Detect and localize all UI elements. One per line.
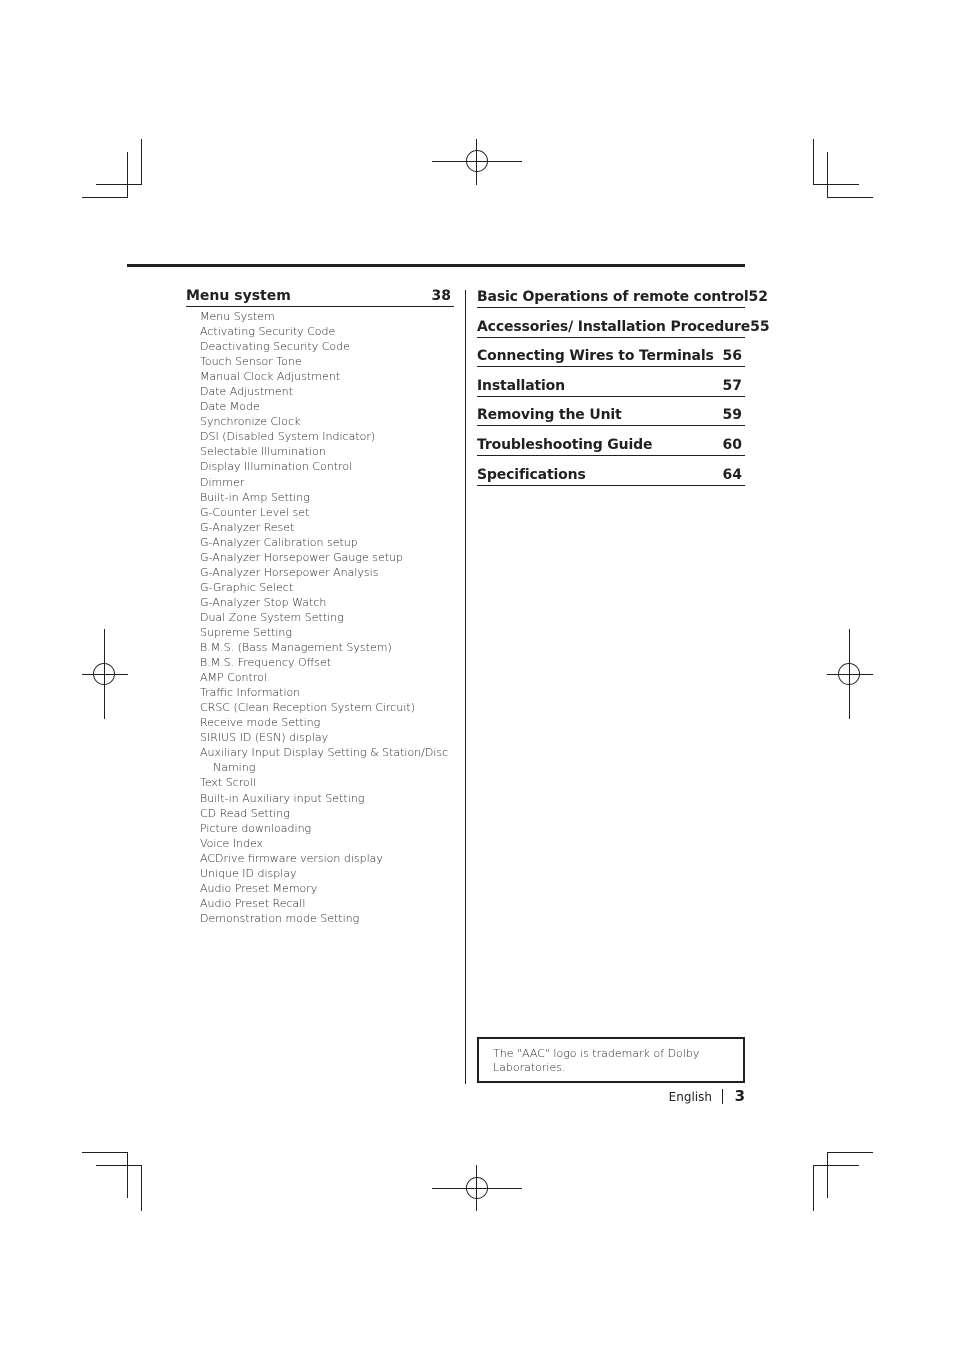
menu-item[interactable]: SIRIUS ID (ESN) display xyxy=(200,731,329,745)
menu-item[interactable]: G-Analyzer Stop Watch xyxy=(200,595,327,609)
menu-system-heading[interactable] xyxy=(186,287,454,307)
toc-entry[interactable] xyxy=(477,287,769,308)
menu-item[interactable]: B.M.S. Frequency Offset xyxy=(200,656,332,670)
menu-item[interactable]: Supreme Setting xyxy=(200,625,292,639)
footer-language: English xyxy=(668,1090,712,1104)
toc-entry-title: Basic Operations of remote control xyxy=(477,289,749,305)
menu-item[interactable]: Text Scroll xyxy=(200,776,256,790)
toc-entry-page: 56 xyxy=(722,348,742,365)
toc-entry[interactable] xyxy=(477,405,745,426)
menu-item[interactable]: Traffic Information xyxy=(200,686,301,700)
column-divider xyxy=(465,290,466,1084)
toc-entry[interactable] xyxy=(477,465,745,486)
menu-item[interactable]: Picture downloading xyxy=(200,821,312,835)
menu-item[interactable]: Auxiliary Input Display Setting & Station/Disc Naming xyxy=(200,746,449,775)
menu-item[interactable]: Display Illumination Control xyxy=(200,460,353,474)
menu-item[interactable]: G-Analyzer Horsepower Gauge setup xyxy=(200,550,404,564)
menu-item[interactable]: AMP Control xyxy=(200,671,267,685)
menu-item[interactable]: G-Analyzer Reset xyxy=(200,520,295,534)
footer-separator xyxy=(722,1089,723,1104)
menu-item[interactable]: Audio Preset Recall xyxy=(200,896,306,910)
page-number: 3 xyxy=(734,1087,745,1105)
toc-entry-title: Connecting Wires to Terminals xyxy=(477,348,714,365)
menu-item[interactable]: Activating Security Code xyxy=(200,325,336,339)
menu-item[interactable]: Synchronize Clock xyxy=(200,415,301,429)
toc-entry-title: Installation xyxy=(477,377,565,394)
toc-entry[interactable] xyxy=(477,435,745,456)
menu-system-title: Menu system xyxy=(186,288,291,304)
menu-item[interactable]: G-Graphic Select xyxy=(200,580,294,594)
menu-system-page: 38 xyxy=(431,288,451,304)
toc-entry-page: 57 xyxy=(722,377,742,394)
menu-item[interactable]: Selectable Illumination xyxy=(200,445,326,459)
toc-entry-title: Troubleshooting Guide xyxy=(477,436,653,453)
menu-item[interactable]: G-Analyzer Calibration setup xyxy=(200,535,358,549)
menu-item[interactable]: Dual Zone System Setting xyxy=(200,610,344,624)
menu-item[interactable]: Built-in Auxiliary input Setting xyxy=(200,791,365,805)
menu-item[interactable]: Deactivating Security Code xyxy=(200,340,350,354)
toc-entry-page: 52 xyxy=(748,289,769,305)
toc-entry[interactable] xyxy=(477,317,770,338)
menu-item[interactable]: Manual Clock Adjustment xyxy=(200,370,341,384)
toc-entry-title: Specifications xyxy=(477,466,586,483)
menu-item[interactable]: Dimmer xyxy=(200,475,245,489)
menu-item[interactable]: Receive mode Setting xyxy=(200,716,321,730)
toc-entry-page: 55 xyxy=(750,318,770,335)
toc-entry-title: Accessories/ Installation Procedure xyxy=(477,318,751,335)
trademark-note xyxy=(477,1037,745,1083)
toc-entry-title: Removing the Unit xyxy=(477,407,622,424)
menu-item[interactable]: ACDrive firmware version display xyxy=(200,851,383,865)
menu-item[interactable]: G-Counter Level set xyxy=(200,505,310,519)
menu-item[interactable]: Date Adjustment xyxy=(200,385,293,399)
toc-entry[interactable] xyxy=(477,346,745,367)
menu-item[interactable]: B.M.S. (Bass Management System) xyxy=(200,641,392,655)
menu-item[interactable]: Unique ID display xyxy=(200,866,297,880)
menu-item[interactable]: CD Read Setting xyxy=(200,806,290,820)
toc-entry-page: 60 xyxy=(722,436,742,453)
menu-item[interactable]: Date Mode xyxy=(200,400,260,414)
toc-entry-page: 64 xyxy=(722,466,742,483)
toc-entry-page: 59 xyxy=(722,407,742,424)
trademark-note-text: The "AAC" logo is trademark of Dolby Laboratories. xyxy=(493,1047,700,1074)
menu-item[interactable]: Voice Index xyxy=(200,836,264,850)
menu-system-section xyxy=(186,287,454,926)
page-footer xyxy=(600,1087,745,1107)
menu-item[interactable]: DSI (Disabled System Indicator) xyxy=(200,430,376,444)
menu-item[interactable]: Menu System xyxy=(200,310,275,323)
toc-entry[interactable] xyxy=(477,376,745,397)
menu-system-items xyxy=(186,309,454,926)
menu-item[interactable]: G-Analyzer Horsepower Analysis xyxy=(200,565,379,579)
top-rule xyxy=(127,264,745,267)
menu-item[interactable]: CRSC (Clean Reception System Circuit) xyxy=(200,701,415,715)
menu-item[interactable]: Demonstration mode Setting xyxy=(200,911,360,925)
menu-item[interactable]: Touch Sensor Tone xyxy=(200,355,302,369)
toc-list xyxy=(477,287,770,494)
menu-item[interactable]: Audio Preset Memory xyxy=(200,881,318,895)
menu-item[interactable]: Built-in Amp Setting xyxy=(200,490,310,504)
